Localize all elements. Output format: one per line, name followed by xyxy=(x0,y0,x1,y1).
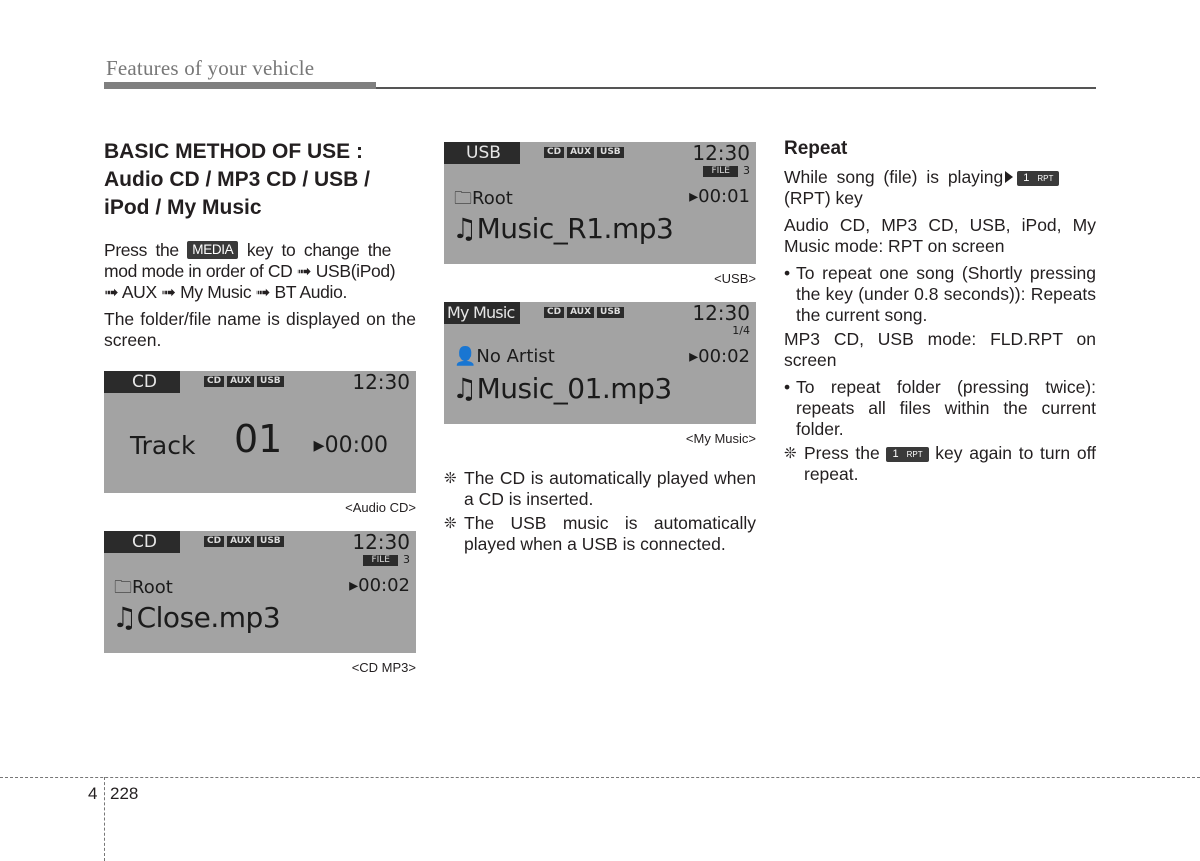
column-3 xyxy=(784,138,1096,488)
source-badge: USB xyxy=(597,147,624,158)
source-badge: USB xyxy=(257,376,284,387)
source-badges xyxy=(204,376,284,387)
source-badge: USB xyxy=(597,307,624,318)
mode-label: My Music xyxy=(444,302,520,324)
folder-paragraph: The folder/file name is displayed on the screen. xyxy=(104,309,416,350)
usb-caption: <USB> xyxy=(714,271,756,286)
source-badge: AUX xyxy=(567,147,594,158)
usb-screen xyxy=(444,142,756,264)
play-time: ▸00:00 xyxy=(313,433,388,458)
source-badge: USB xyxy=(257,536,284,547)
note-turn-off: ❊ Press the 1 RPT key again to turn off repeat. xyxy=(784,443,1096,484)
folder-name: 🗀Root xyxy=(454,188,513,209)
play-triangle-icon xyxy=(1005,171,1013,183)
clock: 12:30 xyxy=(352,531,410,554)
source-badge: CD xyxy=(204,376,224,387)
source-badge: CD xyxy=(544,147,564,158)
note-mark: ❊ xyxy=(444,470,457,487)
repeat-intro: While song (file) is playing 1 RPT (RPT) key xyxy=(784,167,1096,209)
header-rule-thin xyxy=(376,87,1096,89)
source-badges xyxy=(544,307,624,318)
footer-divider xyxy=(0,777,1200,778)
my-music-caption: <My Music> xyxy=(685,431,756,446)
my-music-screen xyxy=(444,302,756,424)
header-rule-thick xyxy=(104,82,376,89)
source-badge: AUX xyxy=(227,536,254,547)
column-1 xyxy=(104,138,416,683)
mode-label: CD xyxy=(104,371,180,393)
repeat-heading: Repeat xyxy=(784,138,848,159)
source-badges xyxy=(204,536,284,547)
folder-name: 🗀Root xyxy=(114,577,173,598)
file-name: ♫Music_R1.mp3 xyxy=(452,212,674,245)
media-key-badge: MEDIA xyxy=(187,241,238,259)
file-name: ♫Close.mp3 xyxy=(112,601,281,634)
rpt-key-badge: 1 RPT xyxy=(886,447,928,462)
file-tag: FILE xyxy=(703,166,738,177)
heading-line-2: Audio CD / MP3 CD / USB / xyxy=(104,168,371,191)
audio-cd-caption: <Audio CD> xyxy=(345,500,416,515)
bullet-repeat-folder: • To repeat folder (pressing twice): repeats all files within the current folder. xyxy=(784,377,1096,439)
source-badges xyxy=(544,147,624,158)
note-usb: ❊ The USB music is automatically played when a USB is connected. xyxy=(444,513,756,554)
mode-label: USB xyxy=(444,142,520,164)
heading-line-1: BASIC METHOD OF USE : xyxy=(104,140,364,163)
file-tag: FILE xyxy=(363,555,398,566)
media-paragraph: Press the MEDIA key to change the mod mode in order of CD ➟ USB(iPod) ➟ AUX ➟ My Music ➟ BT Audio. xyxy=(104,240,396,302)
chapter-number: 4 xyxy=(88,784,98,803)
running-header: Features of your vehicle xyxy=(106,56,315,80)
note-cd: ❊ The CD is automatically played when a CD is inserted. xyxy=(444,468,756,509)
page-number: 228 xyxy=(110,784,139,803)
file-number: 3 xyxy=(403,553,410,566)
track-number: 01 xyxy=(234,417,283,461)
mode-label: CD xyxy=(104,531,180,553)
clock: 12:30 xyxy=(352,371,410,394)
cd-mp3-screen xyxy=(104,531,416,653)
section-heading xyxy=(104,138,416,222)
source-badge: CD xyxy=(544,307,564,318)
source-badge: CD xyxy=(204,536,224,547)
file-number: 1/4 xyxy=(732,324,750,337)
track-label: Track xyxy=(130,431,196,460)
play-time: ▸00:02 xyxy=(349,575,410,596)
note-mark: ❊ xyxy=(784,445,797,462)
bullet-repeat-song: • To repeat one song (Shortly pressing the key (under 0.8 seconds)): Repeats the current song. xyxy=(784,263,1096,325)
clock: 12:30 xyxy=(692,142,750,165)
note-mark: ❊ xyxy=(444,515,457,532)
heading-line-3: iPod / My Music xyxy=(104,196,262,219)
footer-vertical-divider xyxy=(104,777,105,861)
cd-mp3-caption: <CD MP3> xyxy=(351,660,416,675)
fld-rpt-paragraph: MP3 CD, USB mode: FLD.RPT on screen xyxy=(784,329,1096,370)
source-badge: AUX xyxy=(567,307,594,318)
rpt-key-badge: 1 RPT xyxy=(1017,171,1059,186)
play-time: ▸00:02 xyxy=(689,346,750,367)
clock: 12:30 xyxy=(692,302,750,325)
rpt-mode-paragraph: Audio CD, MP3 CD, USB, iPod, My Music mode: RPT on screen xyxy=(784,215,1096,256)
artist-name: 👤No Artist xyxy=(454,346,555,367)
play-time: ▸00:01 xyxy=(689,186,750,207)
file-number: 3 xyxy=(743,164,750,177)
audio-cd-screen xyxy=(104,371,416,493)
file-name: ♫Music_01.mp3 xyxy=(452,372,672,405)
source-badge: AUX xyxy=(227,376,254,387)
column-2 xyxy=(444,142,756,558)
